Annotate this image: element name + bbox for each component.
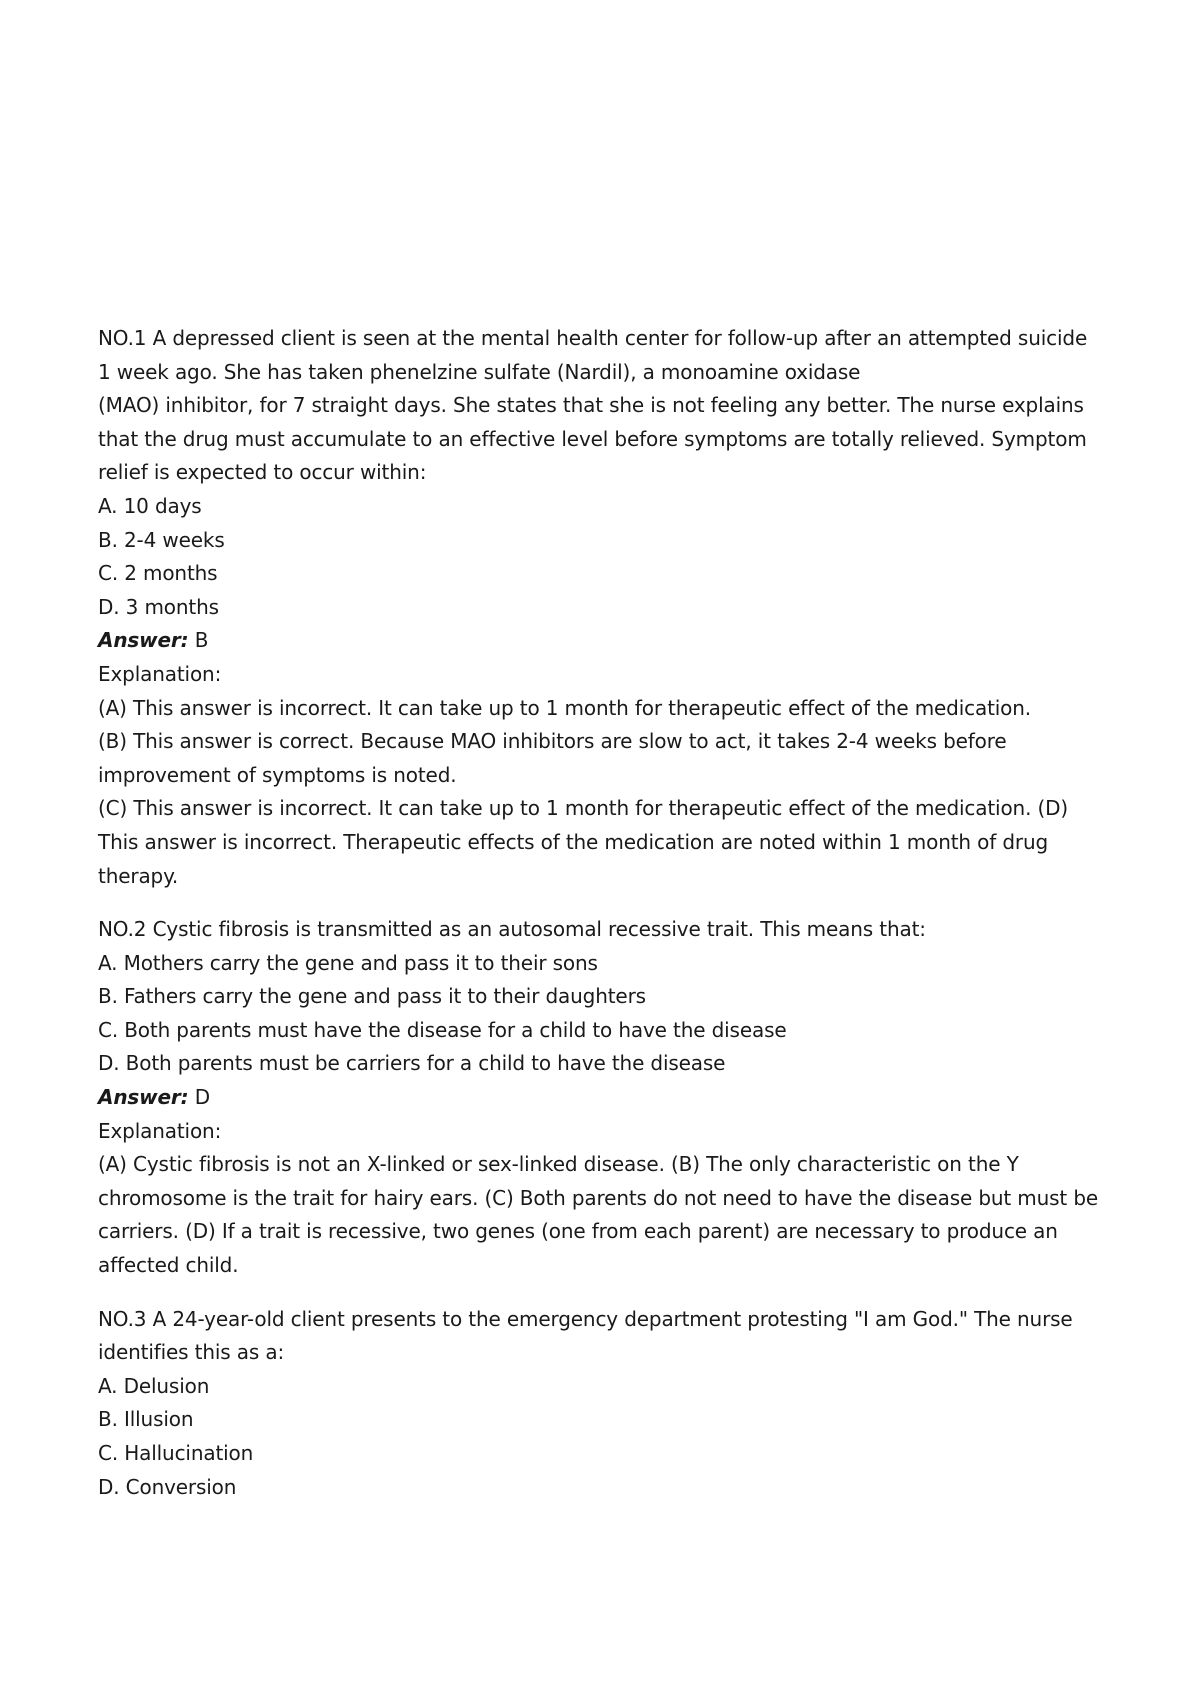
explanation-label: Explanation: (98, 661, 222, 686)
option-d: D. Both parents must be carriers for a child to have the disease (98, 1051, 726, 1076)
answer-label: Answer: (98, 628, 189, 653)
option-b: B. Fathers carry the gene and pass it to their daughters (98, 984, 646, 1009)
option-d: D. 3 months (98, 594, 219, 619)
question-stem-line: 1 week ago. She has taken phenelzine sulfate (Nardil), a monoamine oxidase (98, 359, 861, 384)
question-stem-line: that the drug must accumulate to an effective level before symptoms are totally relieved. Symptom (98, 426, 1087, 451)
explanation-line: chromosome is the trait for hairy ears. (C) Both parents do not need to have the disease but must be (98, 1185, 1099, 1210)
option-a: A. Delusion (98, 1373, 210, 1398)
option-d: D. Conversion (98, 1474, 237, 1499)
explanation-line: affected child. (98, 1253, 239, 1278)
explanation-line: (A) This answer is incorrect. It can take up to 1 month for therapeutic effect of the medication. (98, 695, 1031, 720)
explanation-line: This answer is incorrect. Therapeutic effects of the medication are noted within 1 month of drug (98, 829, 1049, 854)
explanation-line: improvement of symptoms is noted. (98, 762, 457, 787)
explanation-line: (C) This answer is incorrect. It can take up to 1 month for therapeutic effect of the medication. (D) (98, 796, 1069, 821)
option-b: B. 2-4 weeks (98, 527, 225, 552)
document-page (98, 322, 1108, 1504)
explanation-line: (B) This answer is correct. Because MAO inhibitors are slow to act, it takes 2-4 weeks before (98, 729, 1007, 754)
option-a: A. Mothers carry the gene and pass it to their sons (98, 950, 598, 975)
answer-line (98, 624, 1108, 658)
option-c: C. 2 months (98, 561, 218, 586)
option-c: C. Both parents must have the disease for a child to have the disease (98, 1017, 787, 1042)
answer-line (98, 1081, 1108, 1115)
question-stem-line: NO.3 A 24-year-old client presents to the emergency department protesting "I am God." The nurse (98, 1306, 1073, 1331)
option-c: C. Hallucination (98, 1441, 254, 1465)
answer-value: B (188, 628, 209, 653)
option-b: B. Illusion (98, 1407, 194, 1432)
question-stem-line: identifies this as a: (98, 1340, 285, 1365)
question-stem-line: NO.2 Cystic fibrosis is transmitted as an autosomal recessive trait. This means that: (98, 917, 926, 942)
explanation-line: therapy. (98, 863, 179, 888)
explanation-label: Explanation: (98, 1118, 222, 1143)
question-stem-line: relief is expected to occur within: (98, 460, 427, 485)
question-stem-line: NO.1 A depressed client is seen at the mental health center for follow-up after an attempted suicide (98, 326, 1088, 350)
question-3 (98, 1303, 1108, 1505)
explanation-line: (A) Cystic fibrosis is not an X-linked or sex-linked disease. (B) The only characteristic on the Y (98, 1152, 1019, 1177)
explanation-line: carriers. (D) If a trait is recessive, two genes (one from each parent) are necessary to produce an (98, 1219, 1058, 1244)
question-1 (98, 322, 1108, 893)
answer-value: D (188, 1085, 210, 1110)
question-stem-line: (MAO) inhibitor, for 7 straight days. She states that she is not feeling any better. The nurse explains (98, 393, 1084, 418)
option-a: A. 10 days (98, 493, 202, 518)
answer-label: Answer: (98, 1085, 189, 1110)
question-2 (98, 913, 1108, 1283)
